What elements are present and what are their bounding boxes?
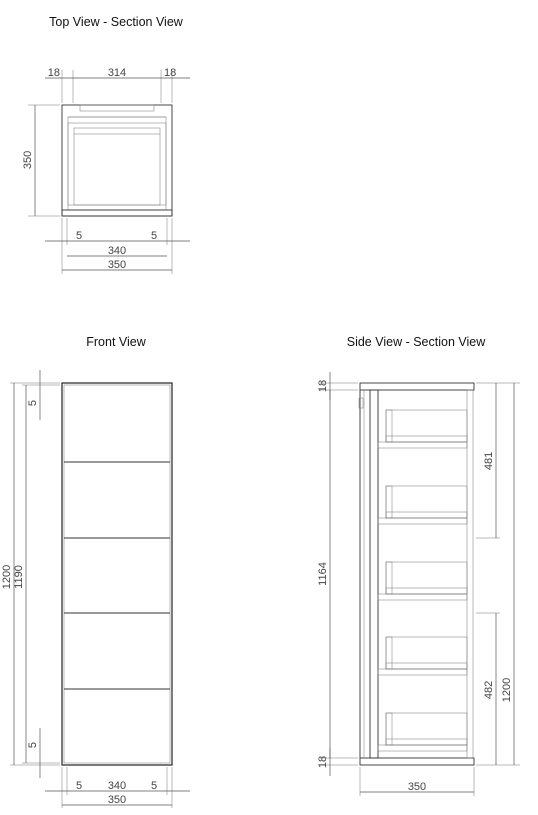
- top-dim-outer: 350: [107, 259, 127, 271]
- side-view-drawer-1: [386, 410, 467, 442]
- top-view-title: Top View - Section View: [49, 15, 183, 29]
- front-view-title: Front View: [86, 335, 146, 349]
- side-dim-top: 18: [317, 379, 329, 393]
- side-view-back-wall: [370, 390, 378, 758]
- front-dim-top-gap: 5: [27, 399, 39, 407]
- front-dim-bottom-gap: 5: [27, 741, 39, 749]
- top-dim-inner: 340: [107, 245, 127, 257]
- front-view-drawing: [1, 370, 190, 808]
- side-view-rail-5: [378, 745, 467, 751]
- top-dim-left: 18: [47, 67, 60, 79]
- side-view-title: Side View - Section View: [346, 335, 486, 349]
- side-view-rail-4: [378, 669, 467, 675]
- top-view-front-panel: [62, 210, 172, 216]
- side-view-drawer-3: [386, 562, 467, 594]
- front-view-outline: [62, 383, 172, 765]
- side-view-front-edge: [467, 390, 473, 758]
- top-dim-gap-right: 5: [150, 230, 158, 242]
- top-dim-mid: 314: [107, 67, 127, 79]
- front-dim-inner: 1190: [13, 565, 25, 589]
- top-dim-height: 350: [22, 150, 34, 170]
- front-dim-width-outer: 350: [107, 794, 127, 806]
- side-view-drawing: [317, 372, 520, 796]
- top-dim-right: 18: [164, 67, 177, 79]
- front-dim-gap-left: 5: [75, 780, 83, 792]
- side-dim-depth: 350: [407, 781, 427, 793]
- side-view-rail-1: [378, 442, 467, 448]
- top-view-drawer-box: [68, 123, 166, 205]
- front-dim-gap-right: 5: [150, 780, 158, 792]
- side-view-drawer-4: [386, 637, 467, 669]
- side-view-rail-3: [378, 594, 467, 600]
- top-view-outer-wall: [62, 105, 172, 216]
- side-dim-inner-height: 1164: [317, 562, 329, 586]
- side-view-bottom-panel: [360, 758, 474, 765]
- top-dim-gap-left: 5: [75, 230, 83, 242]
- top-view-cavity: [68, 117, 166, 210]
- front-dim-total: 1200: [1, 564, 13, 590]
- side-dim-total: 1200: [501, 677, 513, 703]
- side-view-drawer-2: [386, 486, 467, 518]
- side-dim-upper-drawers: 481: [483, 451, 495, 471]
- top-view-drawer-inner: [74, 128, 160, 205]
- top-view-drawing: [22, 67, 190, 274]
- side-view-top-panel: [360, 383, 474, 390]
- front-dim-width-inner: 340: [107, 780, 127, 792]
- side-view-drawer-5: [386, 713, 467, 745]
- side-view-rail-2: [378, 518, 467, 524]
- side-dim-lower-drawers: 482: [483, 680, 495, 700]
- top-view-top-opening: [80, 105, 154, 111]
- side-dim-bottom: 18: [317, 755, 329, 769]
